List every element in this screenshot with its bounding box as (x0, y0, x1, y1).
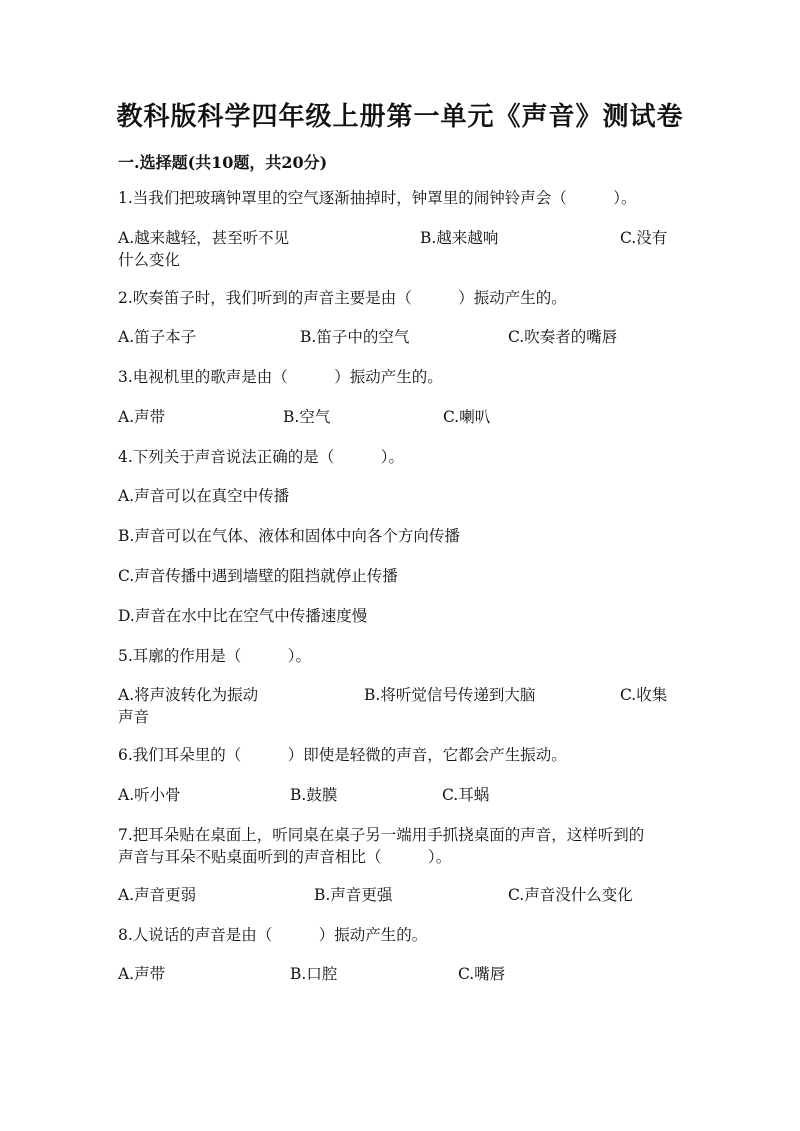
question-1-option-a[interactable]: A.越来越轻，甚至听不见 (118, 229, 290, 247)
question-4-option-a[interactable]: A.声音可以在真空中传播 (118, 487, 290, 505)
question-1-stem: 1.当我们把玻璃钟罩里的空气逐渐抽掉时，钟罩里的闹钟铃声会（ ）。 (118, 189, 637, 207)
question-8-stem: 8.人说话的声音是由（ ）振动产生的。 (118, 926, 428, 944)
question-5-option-c-continued: 声音 (118, 708, 150, 726)
question-6-options (118, 784, 678, 806)
question-3-stem: 3.电视机里的歌声是由（ ）振动产生的。 (118, 368, 443, 386)
question-4-stem: 4.下列关于声音说法正确的是（ ）。 (118, 448, 405, 466)
question-7-option-c[interactable]: C.声音没什么变化 (508, 886, 633, 904)
question-4-option-b[interactable]: B.声音可以在气体、液体和固体中向各个方向传播 (118, 527, 460, 545)
question-2-option-b[interactable]: B.笛子中的空气 (300, 328, 410, 346)
question-6-stem: 6.我们耳朵里的（ ）即使是轻微的声音，它都会产生振动。 (118, 746, 567, 764)
question-1-options (118, 227, 678, 249)
question-2-option-a[interactable]: A.笛子本子 (118, 328, 197, 346)
question-2-stem: 2.吹奏笛子时，我们听到的声音主要是由（ ）振动产生的。 (118, 289, 567, 307)
question-4-option-c[interactable]: C.声音传播中遇到墙壁的阻挡就停止传播 (118, 567, 398, 585)
question-5-stem: 5.耳廓的作用是（ ）。 (118, 647, 312, 665)
question-1-option-c[interactable]: C.没有 (620, 229, 668, 247)
question-1-option-b[interactable]: B.越来越响 (420, 229, 499, 247)
question-2-option-c[interactable]: C.吹奏者的嘴唇 (508, 328, 618, 346)
question-1-option-c-continued: 什么变化 (118, 251, 181, 269)
question-7-option-a[interactable]: A.声音更弱 (118, 886, 197, 904)
question-6-option-a[interactable]: A.听小骨 (118, 786, 181, 804)
question-5-option-b[interactable]: B.将听觉信号传递到大脑 (364, 686, 536, 704)
question-6-option-b[interactable]: B.鼓膜 (290, 786, 338, 804)
question-2-options (118, 326, 678, 348)
question-5-option-a[interactable]: A.将声波转化为振动 (118, 686, 259, 704)
question-7-stem-line-1: 7.把耳朵贴在桌面上，听同桌在桌子另一端用手抓挠桌面的声音，这样听到的 (118, 826, 645, 844)
question-3-options (118, 406, 678, 428)
question-8-options (118, 963, 678, 985)
question-5-option-c[interactable]: C.收集 (620, 686, 668, 704)
question-3-option-b[interactable]: B.空气 (283, 408, 331, 426)
question-3-option-c[interactable]: C.喇叭 (443, 408, 491, 426)
question-8-option-c[interactable]: C.嘴唇 (458, 965, 506, 983)
question-8-option-a[interactable]: A.声带 (118, 965, 166, 983)
question-5-options (118, 684, 678, 706)
page-title: 教科版科学四年级上册第一单元《声音》测试卷 (116, 102, 684, 132)
question-3-option-a[interactable]: A.声带 (118, 408, 166, 426)
question-4-option-d[interactable]: D.声音在水中比在空气中传播速度慢 (118, 607, 368, 625)
question-8-option-b[interactable]: B.口腔 (290, 965, 338, 983)
question-7-option-b[interactable]: B.声音更强 (314, 886, 393, 904)
section-heading: 一.选择题(共10题，共20分) (118, 153, 328, 172)
question-6-option-c[interactable]: C.耳蜗 (442, 786, 490, 804)
question-7-options (118, 884, 678, 906)
question-7-stem-line-2: 声音与耳朵不贴桌面听到的声音相比（ ）。 (118, 848, 452, 866)
